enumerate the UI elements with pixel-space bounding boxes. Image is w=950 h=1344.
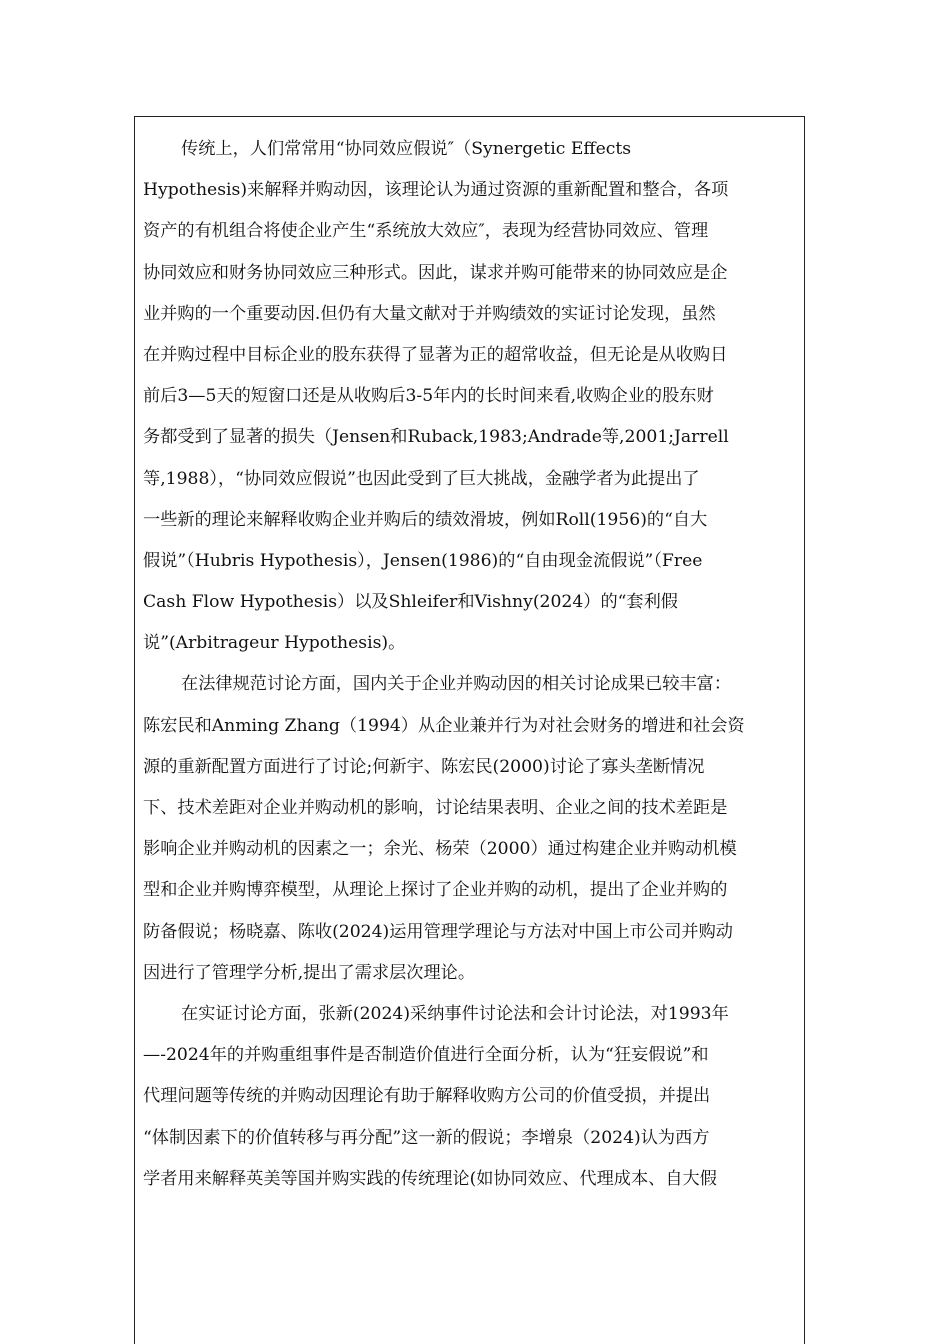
paragraph-2-line-7: 防备假说；杨晓嘉、陈收(2024)运用管理学理论与方法对中国上市公司并购动 <box>143 921 733 942</box>
paragraph-1-line-11: 假说”（Hubris Hypothesis），Jensen(1986)的“自由现金流假说”（Free <box>143 550 703 571</box>
paragraph-1-line-3: 资产的有机组合将使企业产生“系统放大效应″，表现为经营协同效应、管理 <box>143 221 709 242</box>
paragraph-2-line-8: 因进行了管理学分析,提出了需求层次理论。 <box>143 962 476 983</box>
paragraph-1-line-9: 等,1988），“协同效应假说”也因此受到了巨大挑战，金融学者为此提出了 <box>143 468 700 489</box>
document-frame <box>134 116 805 1344</box>
paragraph-1-line-7: 前后3—5天的短窗口还是从收购后3-5年内的长时间来看,收购企业的股东财 <box>143 386 714 407</box>
paragraph-1-line-4: 协同效应和财务协同效应三种形式。因此，谋求并购可能带来的协同效应是企 <box>143 262 728 283</box>
paragraph-1-line-10: 一些新的理论来解释收购企业并购后的绩效滑坡，例如Roll(1956)的“自大 <box>143 509 708 530</box>
paragraph-3-line-5: 学者用来解释英美等国并购实践的传统理论(如协同效应、代理成本、自大假 <box>143 1168 717 1189</box>
document-body <box>143 129 798 1200</box>
paragraph-3-line-4: “体制因素下的价值转移与再分配”这一新的假说；李增泉（2024)认为西方 <box>143 1127 710 1148</box>
paragraph-1-line-13: 说”(Arbitrageur Hypothesis)。 <box>143 633 406 654</box>
paragraph-1-line-5: 业并购的一个重要动因.但仍有大量文献对于并购绩效的实证讨论发现，虽然 <box>143 303 716 324</box>
paragraph-2-line-4: 下、技术差距对企业并购动机的影响，讨论结果表明、企业之间的技术差距是 <box>143 798 728 818</box>
paragraph-2-line-1: 在法律规范讨论方面，国内关于企业并购动因的相关讨论成果已较丰富： <box>181 674 732 695</box>
paragraph-2-line-2: 陈宏民和Anming Zhang（1994）从企业兼并行为对社会财务的增进和社会资 <box>143 715 745 736</box>
paragraph-1-line-8: 务都受到了显著的损失（Jensen和Ruback,1983;Andrade等,2001;Jarrell <box>143 427 729 448</box>
paragraph-2-line-5: 影响企业并购动机的因素之一；余光、杨荣（2000）通过构建企业并购动机模 <box>143 839 737 860</box>
paragraph-3-line-2: —-2024年的并购重组事件是否制造价值进行全面分析，认为“狂妄假说”和 <box>143 1045 709 1066</box>
paragraph-1-line-2: Hypothesis)来解释并购动因，该理论认为通过资源的重新配置和整合，各项 <box>143 180 729 201</box>
paragraph-3-line-1: 在实证讨论方面，张新(2024)采纳事件讨论法和会计讨论法，对1993年 <box>181 1003 729 1024</box>
paragraph-3-line-3: 代理问题等传统的并购动因理论有助于解释收购方公司的价值受损，并提出 <box>143 1086 711 1107</box>
paragraph-2-line-6: 型和企业并购博弈模型，从理论上探讨了企业并购的动机，提出了企业并购的 <box>143 880 728 901</box>
paragraph-1-line-12: Cash Flow Hypothesis）以及Shleifer和Vishny(2024）的“套利假 <box>143 592 678 613</box>
paragraph-1-line-1: 传统上，人们常常用“协同效应假说″（Synergetic Effects <box>181 139 632 159</box>
paragraph-2-line-3: 源的重新配置方面进行了讨论;何新宇、陈宏民(2000)讨论了寡头垄断情况 <box>143 756 705 777</box>
paragraph-1-line-6: 在并购过程中目标企业的股东获得了显著为正的超常收益，但无论是从收购日 <box>143 344 728 365</box>
